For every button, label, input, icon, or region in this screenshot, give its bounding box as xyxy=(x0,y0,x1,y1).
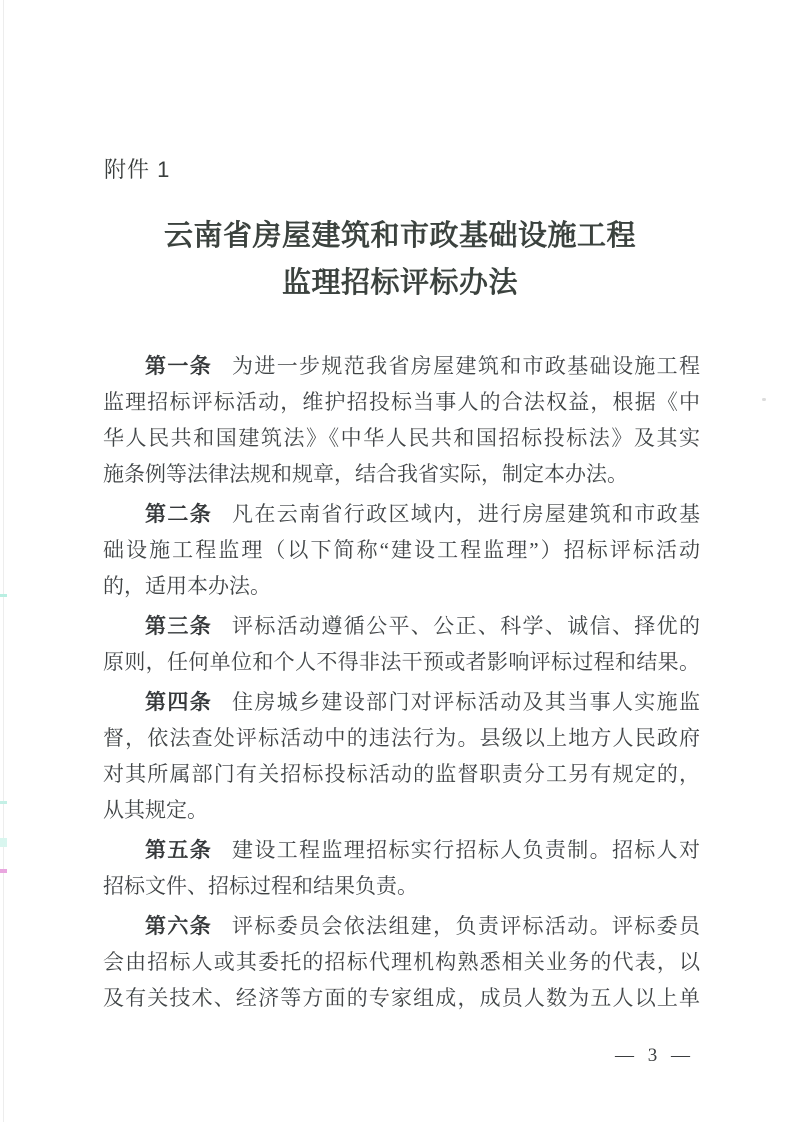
article-paragraph-3 xyxy=(103,608,700,680)
article-line: 会由招标人或其委托的招标代理机构熟悉相关业务的代表，以 xyxy=(103,950,700,974)
article-text: 建设工程监理招标实行招标人负责制。招标人对 xyxy=(232,838,700,862)
article-paragraph-6 xyxy=(103,908,700,1016)
article-line: 原则，任何单位和个人不得非法干预或者影响评标过程和结果。 xyxy=(103,650,700,674)
article-paragraph-2 xyxy=(103,496,700,604)
article-line: 从其规定。 xyxy=(103,798,208,822)
article-line xyxy=(103,832,700,868)
scan-artifact xyxy=(0,801,7,804)
article-line: 及有关技术、经济等方面的专家组成，成员人数为五人以上单 xyxy=(103,986,700,1010)
article-text: 评标委员会依法组建，负责评标活动。评标委员 xyxy=(232,914,700,938)
article-line: 监理招标评标活动，维护招投标当事人的合法权益，根据《中 xyxy=(103,390,700,414)
article-line xyxy=(103,908,700,944)
article-line xyxy=(103,496,700,532)
scan-artifact xyxy=(0,869,7,873)
article-number: 第六条 xyxy=(145,915,213,938)
article-number: 第四条 xyxy=(145,691,213,714)
article-line: 的，适用本办法。 xyxy=(103,574,271,598)
article-number: 第一条 xyxy=(145,355,213,378)
article-text: 住房城乡建设部门对评标活动及其当事人实施监 xyxy=(232,690,700,714)
article-line: 督，依法查处评标活动中的违法行为。县级以上地方人民政府 xyxy=(103,726,700,750)
page-number: — 3 — xyxy=(615,1045,690,1066)
article-line xyxy=(103,684,700,720)
article-line: 华人民共和国建筑法》《中华人民共和国招标投标法》及其实 xyxy=(103,426,700,450)
document-body xyxy=(103,348,700,1016)
article-line: 招标文件、招标过程和结果负责。 xyxy=(103,874,418,898)
article-text: 凡在云南省行政区域内，进行房屋建筑和市政基 xyxy=(232,502,700,526)
article-line: 对其所属部门有关招标投标活动的监督职责分工另有规定的， xyxy=(103,762,700,786)
document-title xyxy=(98,213,702,307)
article-number: 第二条 xyxy=(145,503,213,526)
article-line xyxy=(103,348,700,384)
article-line: 础设施工程监理（以下简称“建设工程监理”）招标评标活动 xyxy=(103,538,700,562)
scan-edge-line xyxy=(3,0,4,1122)
article-number: 第三条 xyxy=(145,615,213,638)
scan-artifact xyxy=(0,594,7,597)
document-title-line1: 云南省房屋建筑和市政基础设施工程 xyxy=(163,220,636,252)
article-paragraph-5 xyxy=(103,832,700,904)
document-title-line2: 监理招标评标办法 xyxy=(281,267,518,299)
scan-artifact xyxy=(762,398,766,401)
scan-artifact xyxy=(0,838,7,847)
article-line: 施条例等法律法规和规章，结合我省实际，制定本办法。 xyxy=(103,462,628,486)
attachment-label: 附件 1 xyxy=(104,157,171,182)
article-number: 第五条 xyxy=(145,839,213,862)
article-text: 为进一步规范我省房屋建筑和市政基础设施工程 xyxy=(232,354,700,378)
article-paragraph-1 xyxy=(103,348,700,492)
article-line xyxy=(103,608,700,644)
article-paragraph-4 xyxy=(103,684,700,828)
article-text: 评标活动遵循公平、公正、科学、诚信、择优的 xyxy=(232,614,700,638)
